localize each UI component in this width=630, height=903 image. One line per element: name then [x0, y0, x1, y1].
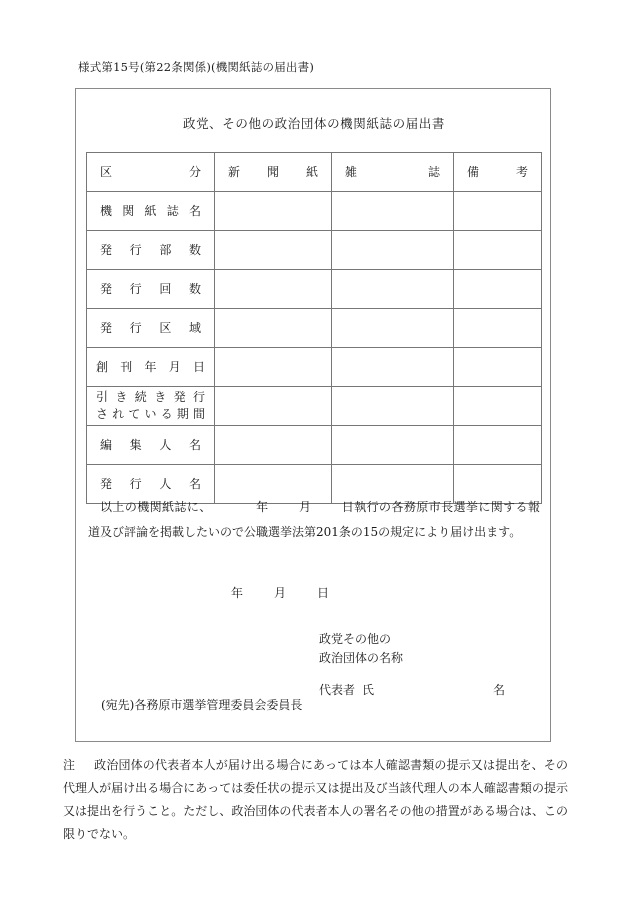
row-label-circulation: [87, 231, 215, 270]
table-header-kubun-label: 区分: [100, 164, 201, 179]
footnote-body: [63, 754, 568, 846]
table-row: [87, 231, 542, 270]
row-label-text-line1: 引き続き発行: [96, 389, 205, 404]
cell-magazine-circulation[interactable]: [332, 231, 454, 270]
cell-newspaper-circulation[interactable]: [215, 231, 332, 270]
row-label-text-line2: されている期間: [96, 407, 205, 421]
footnote-mark: 注: [63, 758, 76, 772]
cell-remarks-editor-name[interactable]: [454, 426, 542, 465]
cell-magazine-distribution-area[interactable]: [332, 309, 454, 348]
organization-label-line1: 政党その他の: [319, 632, 392, 646]
organization-label-line2: 政治団体の名称: [319, 651, 404, 665]
table-header-magazine: [332, 153, 454, 192]
table-header-newspaper-label: 新聞紙: [228, 164, 318, 179]
year-unit-label: 年: [255, 500, 269, 514]
cell-magazine-publication-name[interactable]: [332, 192, 454, 231]
declaration-paragraph: [88, 495, 540, 545]
row-label-text: 編集人名: [100, 437, 201, 452]
row-label-text: 発行人名: [100, 476, 201, 491]
row-label-first-issue-date: [87, 348, 215, 387]
table-header-newspaper: [215, 153, 332, 192]
table-header-remarks-label: 備考: [467, 164, 528, 179]
date-month-label: 月: [274, 586, 287, 600]
cell-remarks-distribution-area[interactable]: [454, 309, 542, 348]
row-label-issue-frequency: [87, 270, 215, 309]
month-unit-label: 月: [298, 500, 312, 514]
cell-newspaper-first-issue-date[interactable]: [215, 348, 332, 387]
table-header-remarks: [454, 153, 542, 192]
row-label-text: 機関紙誌名: [100, 203, 201, 218]
cell-newspaper-issue-frequency[interactable]: [215, 270, 332, 309]
cell-remarks-publication-name[interactable]: [454, 192, 542, 231]
cell-newspaper-continuous-period[interactable]: [215, 387, 332, 426]
table-row: [87, 348, 542, 387]
cell-remarks-circulation[interactable]: [454, 231, 542, 270]
cell-magazine-first-issue-date[interactable]: [332, 348, 454, 387]
representative-label-group: [319, 681, 374, 699]
row-label-continuous-period: [87, 387, 215, 426]
signature-block: [319, 630, 505, 699]
table-row: [87, 309, 542, 348]
document-title: 政党、その他の政治団体の機関紙誌の届出書: [182, 116, 445, 131]
declaration-segment-1: 以上の機関紙誌に、: [100, 500, 212, 514]
footnote: [63, 754, 568, 846]
cell-magazine-issue-frequency[interactable]: [332, 270, 454, 309]
given-name-label: 名: [492, 683, 505, 697]
representative-name-line: [319, 681, 505, 699]
representative-label: 代表者: [319, 683, 356, 697]
date-day-label: 日: [317, 586, 330, 600]
row-label-text: 発行回数: [100, 281, 201, 296]
date-year-label: 年: [231, 586, 244, 600]
cell-remarks-first-issue-date[interactable]: [454, 348, 542, 387]
cell-remarks-continuous-period[interactable]: [454, 387, 542, 426]
row-label-editor-name: [87, 426, 215, 465]
table-row: [87, 426, 542, 465]
cell-remarks-issue-frequency[interactable]: [454, 270, 542, 309]
row-label-text: 発行区域: [100, 320, 201, 335]
cell-newspaper-editor-name[interactable]: [215, 426, 332, 465]
row-label-publication-name: [87, 192, 215, 231]
form-outer-box: [75, 88, 551, 742]
cell-magazine-continuous-period[interactable]: [332, 387, 454, 426]
cell-newspaper-distribution-area[interactable]: [215, 309, 332, 348]
declaration-segment-2: 日執行の各務原市長選挙に関する報道及び評論を掲載したいので公職選挙法第201条の15の規定により届け出ます。: [88, 500, 540, 539]
row-label-text: 創刊年月日: [96, 359, 205, 374]
row-label-text: 発行部数: [100, 242, 201, 257]
table-row: [87, 387, 542, 426]
table-header-row: [87, 153, 542, 192]
table-row: [87, 192, 542, 231]
signature-date-line: [231, 584, 329, 601]
declaration-table: [86, 152, 542, 504]
cell-magazine-editor-name[interactable]: [332, 426, 454, 465]
footnote-text: 政治団体の代表者本人が届け出る場合にあっては本人確認書類の提示又は提出を、その代理人が届け出る場合にあっては委任状の提示又は提出及び当該代理人の本人確認書類の提示又は提出を行うこと。ただし、政治団体の代表者本人の署名その他の措置がある場合は、この限りでない。: [63, 758, 568, 841]
addressee-line: (宛先)各務原市選挙管理委員会委員長: [101, 698, 303, 712]
surname-label: 氏: [362, 683, 375, 697]
table-row: [87, 270, 542, 309]
row-label-distribution-area: [87, 309, 215, 348]
cell-newspaper-publication-name[interactable]: [215, 192, 332, 231]
table-header-kubun: [87, 153, 215, 192]
table-header-magazine-label: 雑誌: [345, 164, 440, 179]
form-number-header: 様式第15号(第22条関係)(機関紙誌の届出書): [78, 60, 315, 74]
